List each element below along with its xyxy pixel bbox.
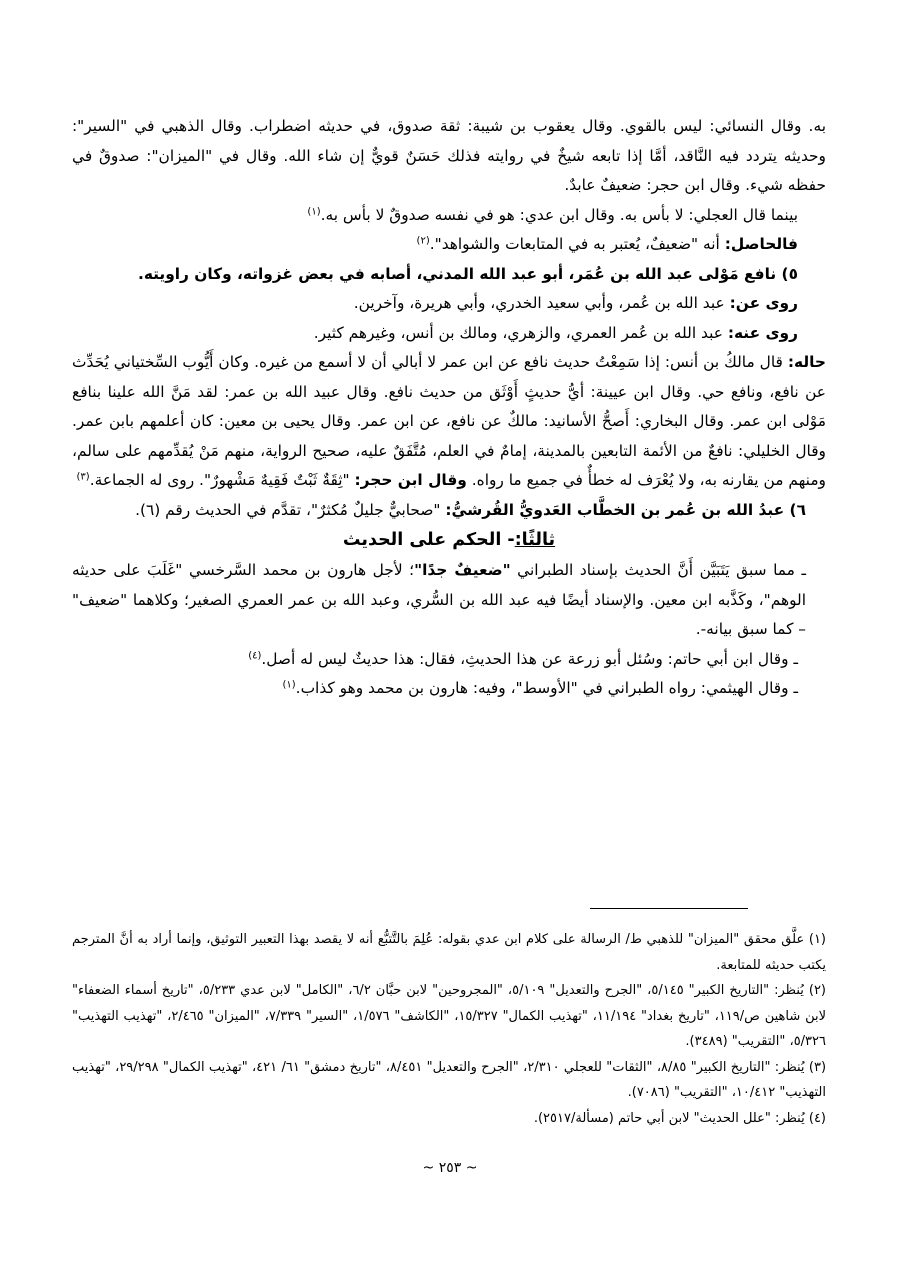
footnote-2: (٢) يُنظر: "التاريخ الكبير" ٥/١٤٥، "الجرح والتعديل" ٥/١٠٩، "المجروحين" لابن حبَّان ٦/٢، "الكامل" لابن عدي ٥/٢٣٣، "تاريخ أسماء الضعفاء" لابن شاهين ص/١١٩، "تاريخ بغداد" ١١/١٩٤، "تهذيب الكمال" ١٥/٣٢٧، "الكاشف" ١/٥٧٦، "السير" ٧/٣٣٩، "الميزان" ٢/٤٦٥، "تهذيب التهذيب" ٥/٣٢٦، "التقريب" (٣٤٨٩). xyxy=(72,983,827,1049)
footnote-4: (٤) يُنظر: "علل الحديث" لابن أبي حاتم (مسألة/٢٥١٧). xyxy=(533,1110,826,1126)
narrator-6-name: ٦) عبدُ الله بن عُمر بن الخطَّاب العَدويُّ القُرشيُّ: xyxy=(445,500,806,519)
footnote-3: (٣) يُنظر: "التاريخ الكبير" ٨/٨٥، "الثقات" للعجلي ٢/٣١٠، "الجرح والتعديل" ٨/٤٥١، "تاريخ دمشق" ٦١/ ٤٢١، "تهذيب الكمال" ٢٩/٢٩٨، "تهذيب التهذيب" ١٠/٤١٢، "التقريب" (٧٠٨٦). xyxy=(72,1059,827,1100)
page-number: ~ ٢٥٣ ~ xyxy=(422,1160,478,1176)
footnote-ref-3[interactable]: (٣) xyxy=(76,471,90,483)
section-heading: ثالثًا:- الحكم على الحديث xyxy=(342,530,556,550)
paragraph-conclusion: فالحاصل: أنه "ضعيفٌ، يُعتبر به في المتابعات والشواهد".$^{(٢)}$ xyxy=(416,235,798,253)
footnote-divider xyxy=(590,908,748,909)
footnote-ref-4[interactable]: (٤) xyxy=(248,650,262,661)
paragraph-nasai: به. وقال النسائي: ليس بالقوي. وقال يعقوب بن شيبة: ثقة صدوق، في حديثه اضطراب. وقال الذهبي في "السير": وحديثه يتردد فيه النَّاقد، أمَّا إذا تابعه شيخٌ في روايته فذلك حَسَنٌ قويٌّ إن شاء الله. وقال في "الميزان": صدوقٌ في حفظه شيء. وقال ابن حجر: ضعيفٌ عابدٌ. xyxy=(72,117,826,194)
main-text xyxy=(72,112,826,704)
narrator-status: حاله: قال مالكُ بن أنس: إذا سَمِعْتُ حديث نافع عن ابن عمر لا أبالي أن لا أسمع من غيره. وكان أَيُّوب السِّختياني يُحَدِّث عن نافع، ونافع حي. وقال ابن عيينة: أيُّ حديثٍ أَوْثَق من حديث نافع. وقال عبيد الله بن عمر: لقد مَنَّ الله علينا بنافع مَوْلى ابن عمر. وقال البخاري: أَصحُّ الأسانيد: مالكٌ عن نافع، عن ابن عمر. وقال يحيى بن معين: كان أعلمهم بابن عمر. وقال الخليلي: نافعٌ من الأئمة التابعين بالمدينة، إمامٌ في العلم، مُتَّفَقٌ عليه، صحيح الرواية، منهم مَنْ يُقدِّمهم على سالم، ومنهم من يقارنه به، ولا يُعْرَف له خطأٌ في جميع ما رواه. وقال ابن حجر: "ثِقَةٌ ثَبْتٌ فَقِيهٌ مَشْهورٌ". روى له الجماعة.$^{(٣)}$ xyxy=(72,353,826,489)
conclusion-label: فالحاصل: xyxy=(724,235,798,253)
footnote-ref-5[interactable]: (١) xyxy=(282,679,296,691)
ruling-paragraph: ـ مما سبق يَتَبَيَّن أَنَّ الحديث بإسناد الطبراني "ضعيفٌ جدًا"؛ لأجل هارون بن محمد السَّرخسي "غَلَبَ على حديثه الوهم"، وكَذَّبه ابن معين. والإسناد أيضًا فيه عبد الله بن السُّري، وعبد الله بن عمر العمري الصغير؛ وكلاهما "ضعيف" – كما سبق بيانه-. xyxy=(72,561,806,638)
abu-hatim-paragraph: ـ وقال ابن أبي حاتم: وسُئل أبو زرعة عن هذا الحديثِ، فقال: هذا حديثٌ ليس له أصل.$^{(٤)}$ xyxy=(248,649,798,668)
narrated-by: روى عنه: عبد الله بن عُمر العمري، والزهري، ومالك بن أنس، وغيرهم كثير. xyxy=(313,323,798,342)
narrator-5-title: ٥) نافع مَوْلى عبد الله بن عُمَر، أبو عبد الله المدني، أصابه في بعض غزواته، وكان راويته. xyxy=(137,264,798,283)
narrated-from-label: روى عن: xyxy=(729,294,798,312)
footnote-1: (١) علَّق محقق "الميزان" للذهبي ط/ الرسالة على كلام ابن عدي بقوله: عُلِمَ بالتَّتبُّع أنه لا يقصد بهذا التعبير التوثيق، وإنما أراد به أنَّ المترجم يكتب حديثه للمتابعة. xyxy=(72,932,826,973)
footnote-ref-1[interactable]: (١) xyxy=(307,206,321,217)
haythami-paragraph: ـ وقال الهيثمي: رواه الطبراني في "الأوسط"، وفيه: هارون بن محمد وهو كذاب.$^{(١)}$ xyxy=(282,679,798,697)
narrator-6: ٦) عبدُ الله بن عُمر بن الخطَّاب العَدويُّ القُرشيُّ: "صحابيٌّ جليلٌ مُكثرٌ"، تقدَّم في الحديث رقم (٦). xyxy=(135,500,806,519)
narrated-by-label: روى عنه: xyxy=(727,323,798,342)
paragraph-ijli: بينما قال العجلي: لا بأس به. وقال ابن عدي: هو في نفسه صدوقٌ لا بأس به.$^{(١)}$ xyxy=(307,205,798,224)
ibn-hajar-label: وقال ابن حجر: xyxy=(354,471,467,489)
ruling-weak: "ضعيفٌ جدًا" xyxy=(414,561,511,579)
status-label: حاله: xyxy=(787,353,826,371)
footnotes xyxy=(72,927,826,1131)
footnote-ref-2[interactable]: (٢) xyxy=(416,235,430,247)
narrated-from: روى عن: عبد الله بن عُمر، وأبي سعيد الخدري، وأبي هريرة، وآخرين. xyxy=(353,294,798,312)
